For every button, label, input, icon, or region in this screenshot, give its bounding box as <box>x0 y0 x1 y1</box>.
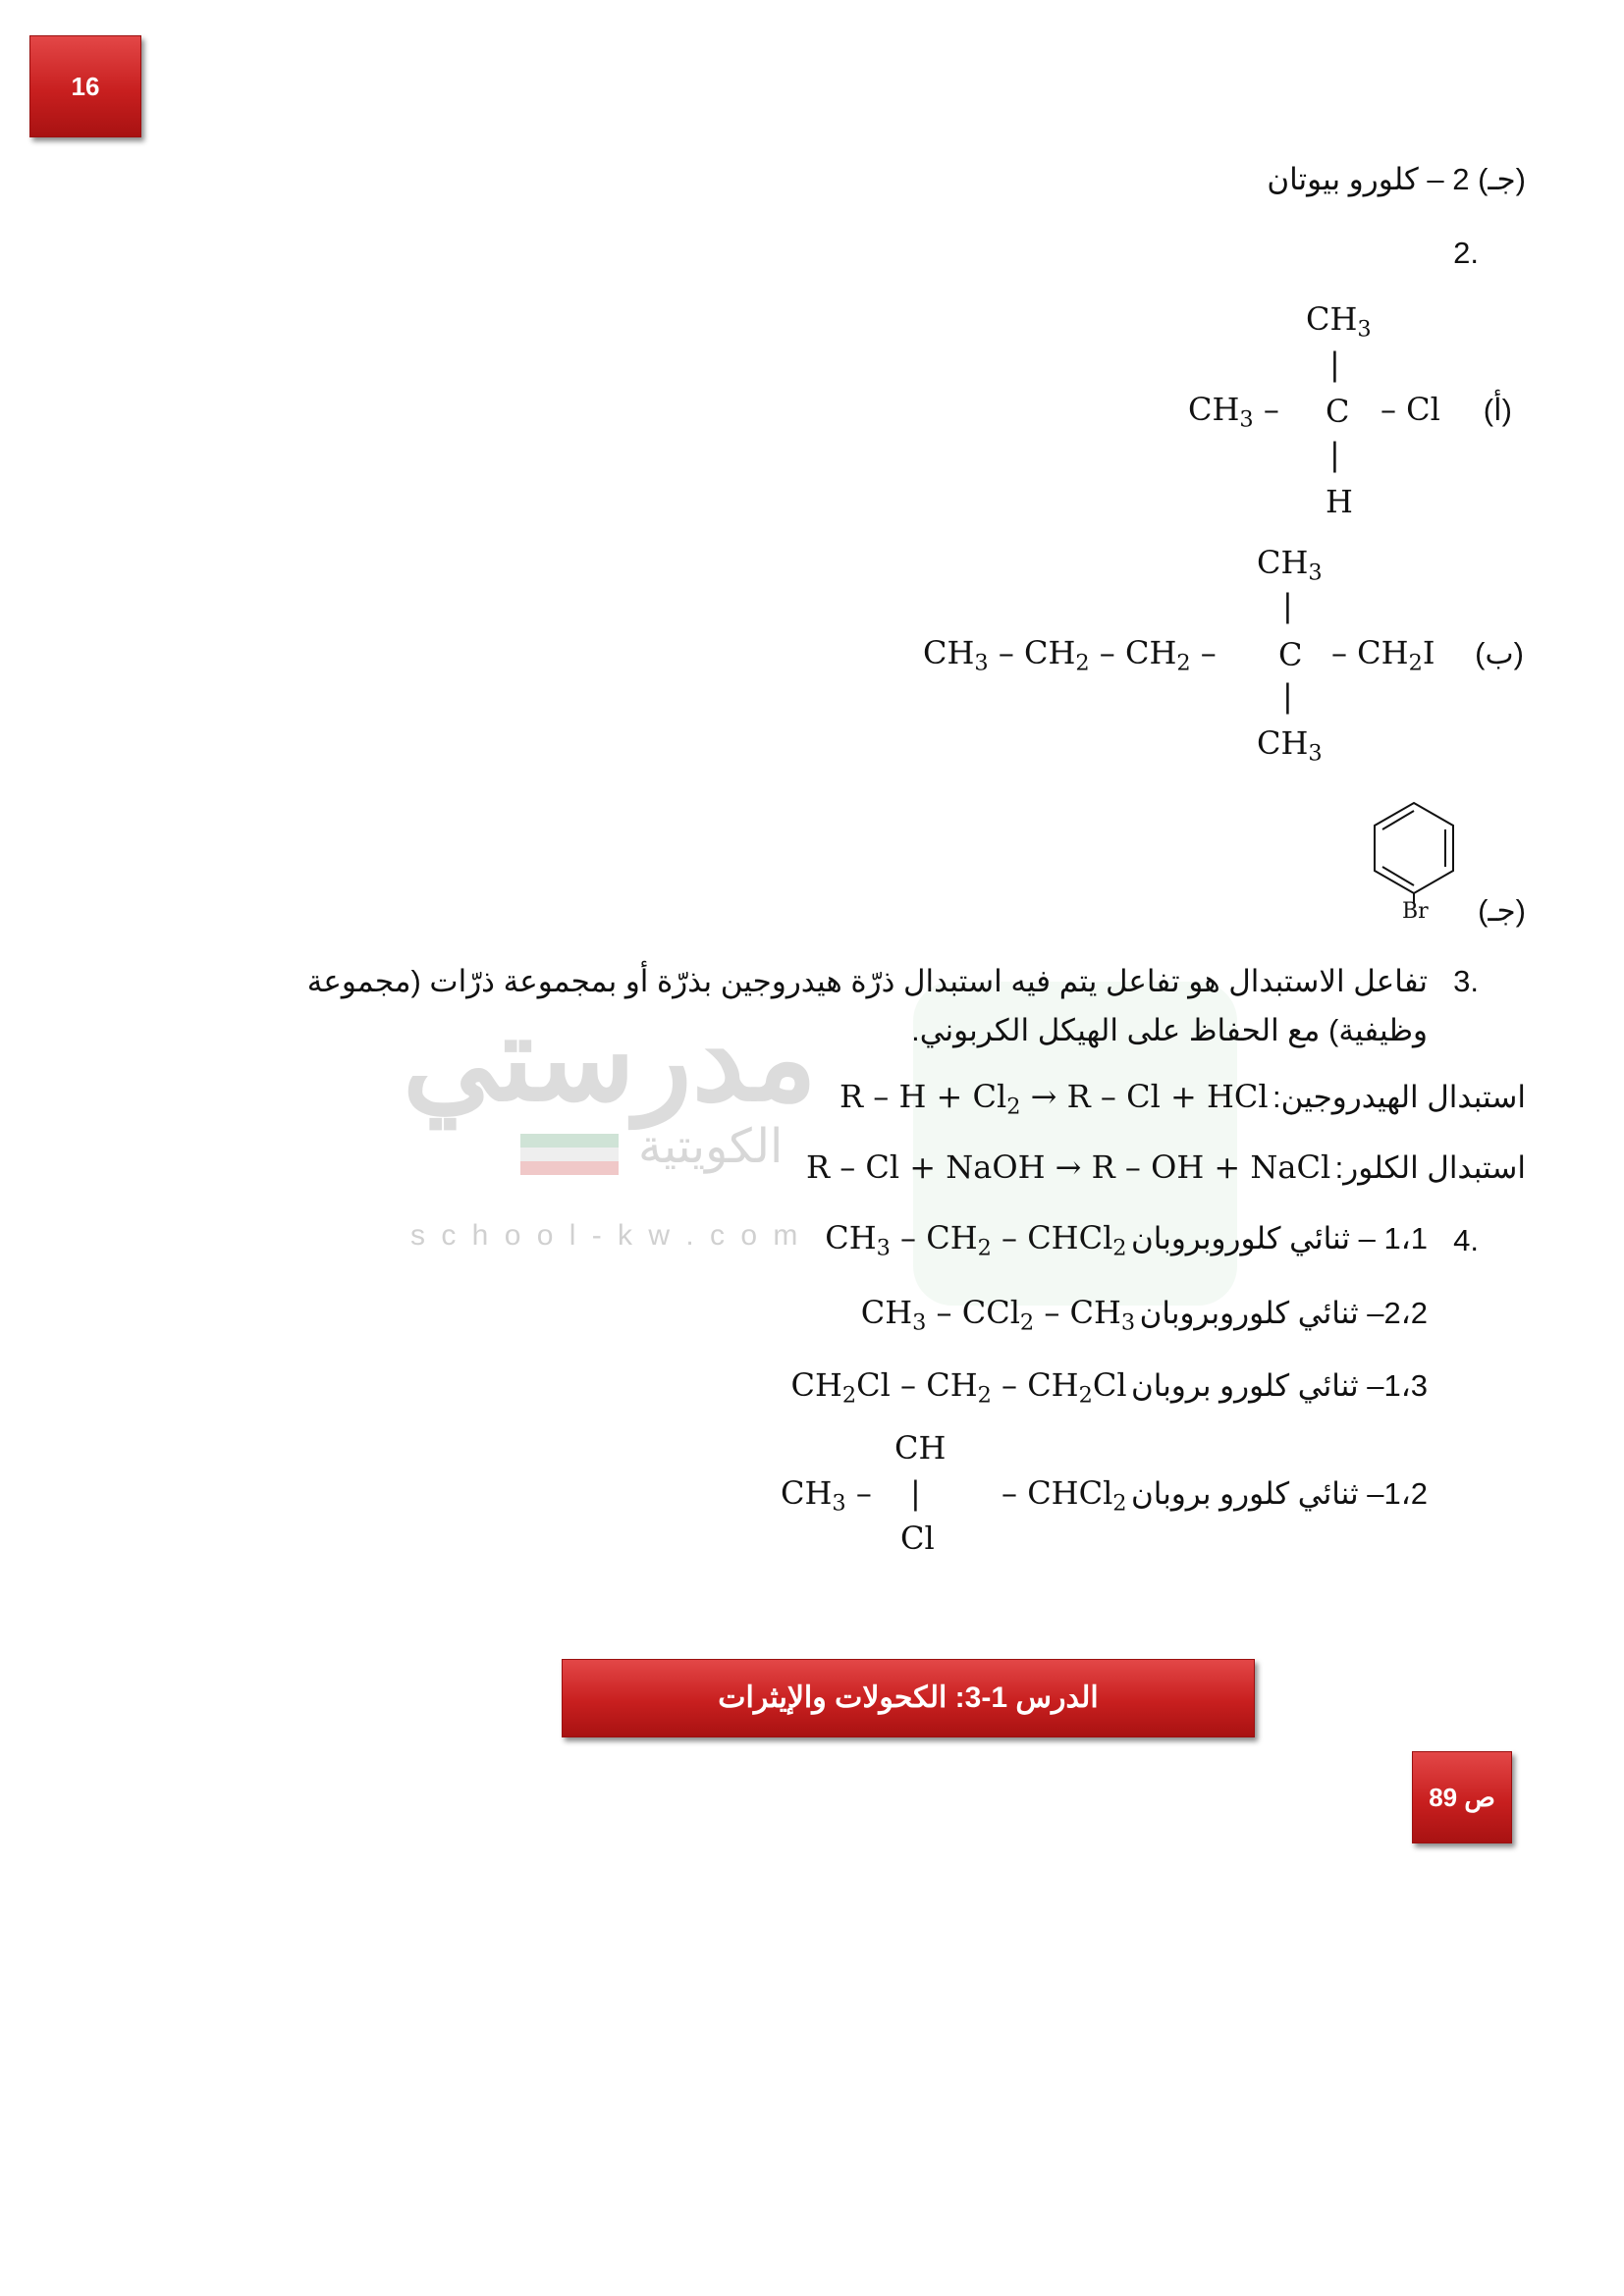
q2a-top-group: $CH_3$ <box>1306 300 1372 343</box>
lesson-title: الدرس 1-3: الكحولات والإيثرات <box>718 1682 1099 1714</box>
q4-item-4 <box>1001 1474 1428 1516</box>
page-reference: ص 89 <box>1429 1783 1495 1812</box>
q4-item-3 <box>791 1366 1429 1408</box>
chlorine-substitution-row <box>806 1148 1526 1186</box>
q2a-left-group: $CH_3$ – <box>1188 391 1279 433</box>
q4-number: .4 <box>1453 1223 1479 1257</box>
q4-item-name: 2،2– ثنائي كلوروبروبان <box>1139 1296 1428 1330</box>
watermark-url: s c h o o l - k w . c o m <box>410 1219 802 1252</box>
q4-item-formula-right: – CHCl$_2$ <box>1001 1474 1127 1517</box>
watermark-subtitle: الكويتية <box>638 1121 784 1173</box>
lesson-banner <box>562 1659 1255 1737</box>
q2b-top-group: $CH_3$ <box>1257 544 1323 586</box>
q2b-center-carbon: C <box>1278 636 1303 673</box>
hydrogen-substitution-row <box>839 1078 1526 1119</box>
q3-number: .3 <box>1453 964 1479 998</box>
q4-item-2 <box>861 1294 1428 1335</box>
q4-item-name: 1،3– ثنائي كلورو بروبان <box>1131 1368 1428 1403</box>
q4-item-formula: $CH_2Cl - CH_2 - CH_2Cl$ <box>790 1366 1127 1409</box>
page-number-badge <box>29 35 141 137</box>
q2a-bottom-group: H <box>1326 483 1353 520</box>
q2c-label: (جـ) <box>1478 893 1526 928</box>
q2b-bottom-group: $CH_3$ <box>1257 724 1323 767</box>
q4-item-4-branch <box>781 1429 967 1567</box>
q4-item-formula: $CH_3 - CCl_2 - CH_3$ <box>860 1294 1136 1336</box>
q4-item-1 <box>825 1219 1428 1260</box>
watermark-flag-icon <box>520 1134 619 1175</box>
q2b-right-group: – $CH_2I$ <box>1331 634 1435 676</box>
q2a-label: (أ) <box>1483 393 1512 427</box>
q4-item-name: 1،2– ثنائي كلورو بروبان <box>1131 1476 1428 1511</box>
q2b-bond-down: | <box>1282 677 1293 715</box>
q2a-bond-down: | <box>1329 436 1340 473</box>
q2b-left-chain: $CH_3 - CH_2 - CH_2$ – <box>923 634 1217 676</box>
watermark-brand: مدرستي <box>403 993 817 1125</box>
q2b-structure <box>923 538 1473 774</box>
q4-item4-bottom-group: Cl <box>900 1520 935 1557</box>
page-number: 16 <box>71 72 100 101</box>
q3-definition-line2: وظيفية) مع الحفاظ على الهيكل الكربوني. <box>911 1013 1428 1047</box>
q4-item-name: 1،1 – ثنائي كلوروبروبان <box>1131 1221 1428 1255</box>
page-reference-badge <box>1412 1751 1512 1843</box>
answer-1c: (جـ) 2 – كلورو بيوتان <box>1267 162 1526 196</box>
q4-item-formula: $CH_3 - CH_2$ – CHCl$_2$ <box>825 1219 1127 1261</box>
chlorine-substitution-equation: R – Cl + NaOH → R – OH + NaCl <box>805 1148 1331 1186</box>
q2a-center-carbon: C <box>1326 393 1350 430</box>
q2a-right-group: – Cl <box>1380 391 1440 428</box>
hydrogen-substitution-equation: $R - H + Cl_2 \to R - Cl$ + HCl <box>839 1078 1269 1120</box>
q2a-structure <box>1188 294 1483 530</box>
q4-item4-top-group: CH <box>894 1429 947 1467</box>
hydrogen-substitution-label: استبدال الهيدروجين: <box>1272 1080 1526 1114</box>
bromine-label: Br <box>1402 899 1429 924</box>
q3-definition-line1: تفاعل الاستبدال هو تفاعل يتم فيه استبدال ذرّة هيدروجين بذرّة أو بمجموعة ذرّات (مجموعة <box>306 964 1428 998</box>
q2b-bond-up: | <box>1282 587 1293 624</box>
bromobenzene-structure <box>1365 795 1473 928</box>
q4-item4-left-group: $CH_3$ – <box>781 1474 872 1517</box>
q4-item4-bond: | <box>910 1474 921 1512</box>
chlorine-substitution-label: استبدال الكلور: <box>1334 1150 1526 1185</box>
q2a-bond-up: | <box>1329 346 1340 383</box>
q2b-label: (ب) <box>1475 636 1524 670</box>
q2-number: .2 <box>1453 236 1479 270</box>
